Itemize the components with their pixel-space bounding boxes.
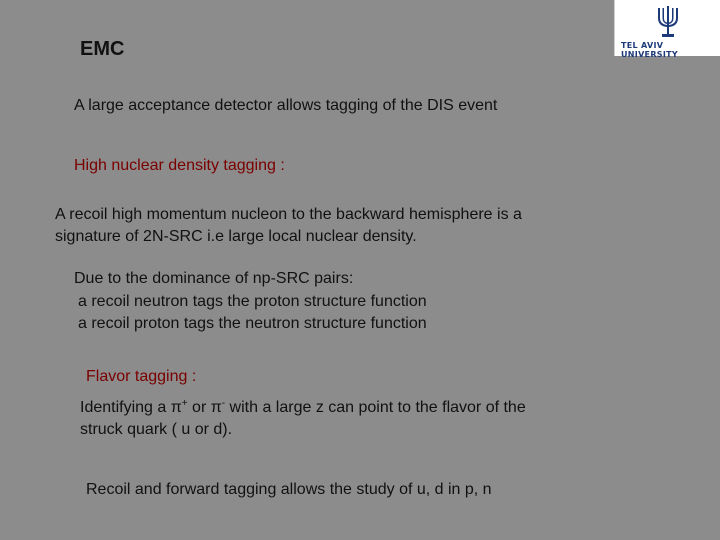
slide-title: EMC <box>80 38 125 60</box>
flavor-text-b: or π <box>187 399 222 416</box>
dominance-line-1: Due to the dominance of np-SRC pairs: <box>74 270 354 287</box>
density-heading: High nuclear density tagging : <box>74 157 285 174</box>
recoil-line: Recoil and forward tagging allows the study of u, d in p, n <box>86 481 492 498</box>
dominance-line-3: a recoil proton tags the neutron structure function <box>78 315 427 332</box>
university-logo <box>614 0 720 59</box>
flavor-heading: Flavor tagging : <box>86 368 197 385</box>
logo-text: TEL AVIV UNIVERSITY <box>621 41 678 59</box>
flavor-text-c: with a large z can point to the flavor of the <box>225 399 526 416</box>
pi-plus-superscript: + <box>181 398 188 409</box>
intro-line: A large acceptance detector allows tagging of the DIS event <box>74 97 498 114</box>
flavor-line-1 <box>80 397 526 418</box>
flavor-line-2: struck quark ( u or d). <box>80 421 233 438</box>
density-paragraph-line-1: A recoil high momentum nucleon to the backward hemisphere is a <box>55 206 522 223</box>
dominance-line-2: a recoil neutron tags the proton structure function <box>78 293 427 310</box>
menorah-emblem-icon <box>653 4 683 38</box>
density-paragraph-line-2: signature of 2N-SRC i.e large local nuclear density. <box>55 228 417 245</box>
flavor-text-a: Identifying a π <box>80 399 182 416</box>
pi-minus-superscript: - <box>221 398 226 409</box>
